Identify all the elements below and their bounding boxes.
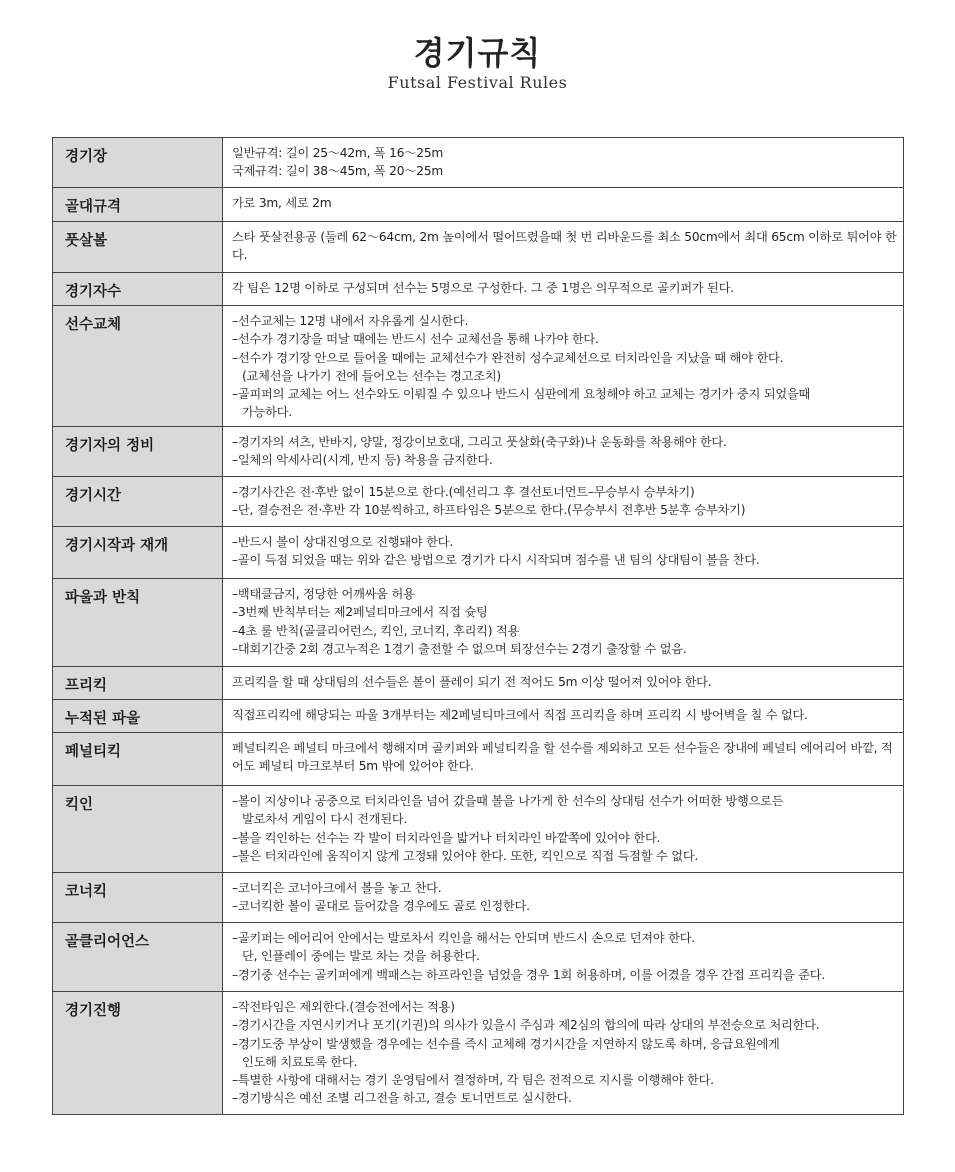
rule-text-line: –경기사간은 전·후반 없이 15분으로 한다.(예선리그 후 결선토너먼트–무승부시 승부차기)	[232, 485, 695, 499]
rule-text-line: –볼이 지상이나 공중으로 터치라인을 넘어 갔을때 볼을 나가게 한 선수의 상대팀 선수가 어떠한 방행으로든	[232, 794, 784, 808]
rule-label: 경기시작과 재개	[53, 527, 223, 579]
rule-label: 풋살볼	[53, 222, 223, 273]
rule-text-line: –선수교체는 12명 내에서 자유롭게 실시한다.	[232, 314, 469, 328]
rule-row	[53, 427, 904, 477]
rule-row	[53, 138, 904, 188]
rule-text-line: –3번째 반칙부터는 제2페널티마크에서 직접 슛팅	[232, 605, 488, 620]
rule-content	[223, 138, 904, 188]
rule-text-line: –골키퍼는 에어리어 안에서는 발로차서 킥인을 해서는 안되며 반드시 손으로 던져야 한다.	[232, 931, 695, 945]
rule-text-line: –대회기간중 2회 경고누적은 1경기 출전할 수 없으며 퇴장선수는 2경기 출장할 수 없음.	[232, 641, 687, 656]
rule-label: 코너킥	[53, 873, 223, 923]
rule-text-line: –코너킥은 코너아크에서 볼을 놓고 찬다.	[232, 881, 442, 895]
rule-row	[53, 700, 904, 733]
rule-text-line: –백태클금지, 정당한 어깨싸움 허용	[232, 587, 415, 601]
rule-label: 골대규격	[53, 188, 223, 222]
rule-row	[53, 188, 904, 222]
rule-row	[53, 786, 904, 873]
rule-text-line: 인도해 치료토록 한다.	[242, 1054, 358, 1069]
rule-row	[53, 733, 904, 786]
rule-content	[223, 527, 904, 579]
rule-text-line: –경기시간을 지연시키거나 포기(기권)의 의사가 있을시 주심과 제2심의 합의에 따라 상대의 부전승으로 처리한다.	[232, 1018, 820, 1033]
rule-label: 선수교체	[53, 306, 223, 427]
rule-content	[223, 667, 904, 700]
rule-label: 골클리어언스	[53, 923, 223, 992]
rule-text-line: –특별한 사항에 대해서는 경기 운영팀에서 결정하며, 각 팀은 전적으로 지시를 이행해야 한다.	[232, 1073, 714, 1088]
rule-text-line: 일반규격: 길이 25～42m, 폭 16～25m	[232, 146, 444, 160]
rule-label: 경기자수	[53, 273, 223, 306]
rule-label: 경기자의 정비	[53, 427, 223, 477]
rule-content	[223, 222, 904, 273]
rules-table	[52, 137, 904, 1115]
rule-text-line: –4초 룰 반칙(골클리어런스, 킥인, 코너킥, 후리킥) 적용	[232, 623, 520, 638]
rule-content	[223, 477, 904, 527]
rule-text-line: –단, 결승전은 전·후반 각 10분씩하고, 하프타임은 5분으로 한다.(무승부시 전후반 5분후 승부차기)	[232, 503, 746, 518]
rule-content	[223, 992, 904, 1115]
rule-row	[53, 222, 904, 273]
rule-label: 프리킥	[53, 667, 223, 700]
rule-text-line: 페널티킥은 페널티 마크에서 행해지며 골키퍼와 페널티킥을 할 선수를 제외하고 모든 선수들은 장내에 페널티 에어리어 바깥, 적어도 페널티 마크로부터 5m 밖에 있어야 한다.	[232, 741, 893, 774]
rule-text-line: –반드시 볼이 상대진영으로 진행돼야 한다.	[232, 535, 454, 549]
rule-text-line: 단, 인플레이 중에는 발로 차는 것을 허용한다.	[242, 949, 480, 964]
rule-text-line: –볼을 킥인하는 선수는 각 발이 터치라인을 밟거나 터치라인 바깥쪽에 있어야 한다.	[232, 830, 661, 845]
rule-text-line: 프리킥을 할 때 상대팀의 선수들은 볼이 플레이 되기 전 적어도 5m 이상 떨어져 있어야 한다.	[232, 675, 712, 689]
rule-text-line: –골이 득점 되었을 때는 위와 같은 방법으로 경기가 다시 시작되며 점수를 낸 팀의 상대팀이 볼을 찬다.	[232, 553, 760, 568]
rule-label: 경기장	[53, 138, 223, 188]
rule-row	[53, 873, 904, 923]
rule-text-line: 국제규격: 길이 38～45m, 폭 20～25m	[232, 164, 444, 179]
rule-row	[53, 306, 904, 427]
rule-row	[53, 527, 904, 579]
rule-text-line: –일체의 악세사리(시계, 반지 등) 착용을 금지한다.	[232, 453, 493, 468]
rule-label: 누적된 파울	[53, 700, 223, 733]
rule-content	[223, 427, 904, 477]
rule-text-line: –코너킥한 볼이 골대로 들어갔을 경우에도 골로 인정한다.	[232, 899, 530, 914]
rule-label: 킥인	[53, 786, 223, 873]
rule-label: 페널티킥	[53, 733, 223, 786]
rule-text-line: –골피퍼의 교체는 어느 선수와도 이뤄질 수 있으나 반드시 심판에게 요청해야 하고 교체는 경기가 중지 되었을때	[232, 387, 811, 402]
rule-row	[53, 992, 904, 1115]
rule-text-line: –경기중 선수는 골키퍼에게 백패스는 하프라인을 넘었을 경우 1회 허용하며, 이를 어겼을 경우 간접 프리킥을 준다.	[232, 967, 826, 982]
rule-content	[223, 873, 904, 923]
rule-text-line: 가로 3m, 세로 2m	[232, 196, 332, 210]
rule-label: 경기진행	[53, 992, 223, 1115]
rule-text-line: –작전타임은 제외한다.(결승전에서는 적용)	[232, 1000, 455, 1014]
rule-row	[53, 923, 904, 992]
rule-text-line: 각 팀은 12명 이하로 구성되며 선수는 5명으로 구성한다. 그 중 1명은 의무적으로 골키퍼가 된다.	[232, 281, 734, 295]
rule-content	[223, 923, 904, 992]
rule-text-line: –선수가 경기장 안으로 들어올 때에는 교체선수가 완전히 성수교체선으로 터치라인을 지났을 때 해야 한다.	[232, 350, 784, 365]
rule-content	[223, 188, 904, 222]
rules-table-body	[53, 138, 904, 1115]
rule-text-line: –경기도중 부상이 발생했을 경우에는 선수를 즉시 교체해 경기시간을 지연하지 않도록 하며, 응급요원에게	[232, 1036, 780, 1051]
rule-content	[223, 700, 904, 733]
rule-text-line: (교체선을 나가기 전에 들어오는 선수는 경고조치)	[242, 368, 501, 383]
rule-label: 경기시간	[53, 477, 223, 527]
rule-content	[223, 579, 904, 667]
page-title: 경기규칙	[413, 34, 542, 72]
rule-content	[223, 733, 904, 786]
rule-text-line: 가능하다.	[242, 405, 292, 420]
rule-content	[223, 306, 904, 427]
rule-text-line: 스타 풋살전용공 (둘레 62～64cm, 2m 높이에서 떨어뜨렸을때 첫 번 리바운드를 최소 50cm에서 최대 65cm 이하로 튀어야 한다.	[232, 230, 897, 263]
rule-text-line: 직접프리킥에 해당되는 파울 3개부터는 제2페널티마크에서 직접 프리킥을 하며 프리킥 시 방어벽을 칠 수 없다.	[232, 708, 808, 722]
rule-text-line: –경기방식은 예선 조별 리그전을 하고, 결승 토너먼트로 실시한다.	[232, 1091, 572, 1106]
page-subtitle: Futsal Festival Rules	[387, 73, 568, 92]
rule-content	[223, 273, 904, 306]
rule-row	[53, 477, 904, 527]
rule-text-line: 발로차서 게임이 다시 전개된다.	[242, 812, 408, 827]
rule-text-line: –볼은 터치라인에 움직이지 않게 고정돼 있어야 한다. 또한, 킥인으로 직접 득점할 수 없다.	[232, 848, 699, 863]
rule-row	[53, 667, 904, 700]
rule-label: 파울과 반칙	[53, 579, 223, 667]
rule-content	[223, 786, 904, 873]
rule-row	[53, 273, 904, 306]
rule-text-line: –선수가 경기장을 떠날 때에는 반드시 선수 교체선을 통해 나가야 한다.	[232, 332, 599, 347]
rule-row	[53, 579, 904, 667]
rule-text-line: –경기자의 셔츠, 반바지, 양말, 정강이보호대, 그리고 풋살화(축구화)나 운동화를 착용해야 한다.	[232, 435, 727, 449]
